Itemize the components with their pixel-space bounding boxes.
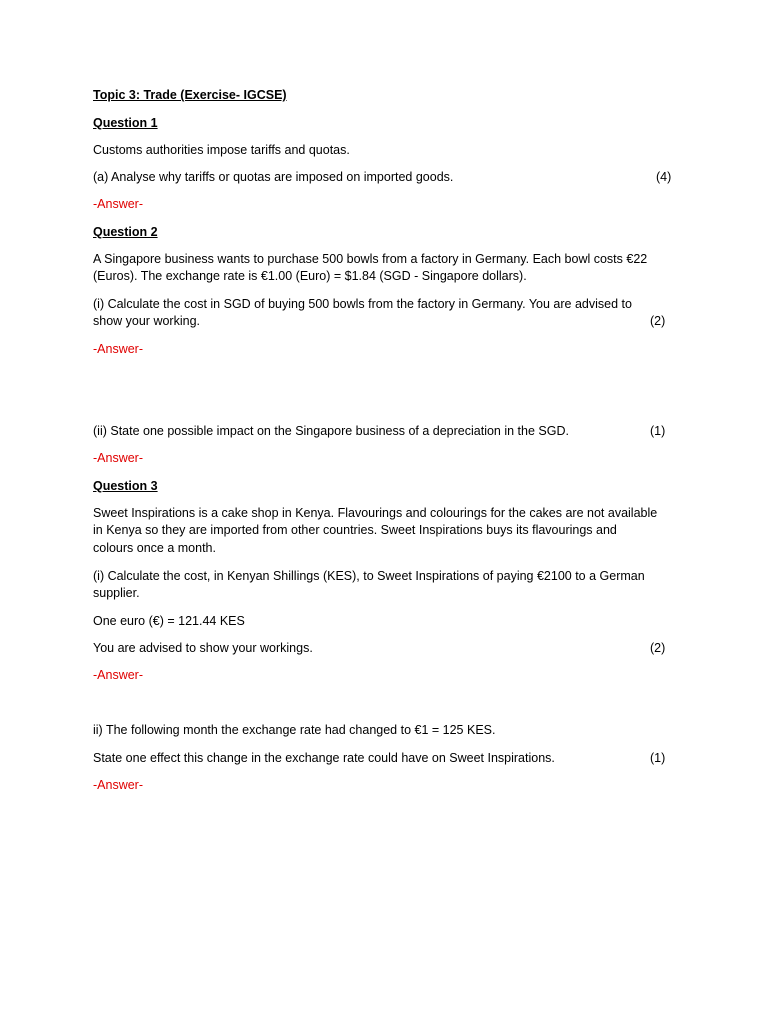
question-3i-answer: -Answer- — [93, 668, 144, 682]
question-3i-marks: (2) — [650, 641, 666, 655]
question-2i-answer: -Answer- — [93, 342, 144, 356]
question-3i-line-1: (i) Calculate the cost, in Kenyan Shillings (KES), to Sweet Inspirations of paying €2100 to a German — [93, 569, 645, 583]
question-1a-marks: (4) — [656, 170, 672, 184]
question-2ii-text: (ii) State one possible impact on the Singapore business of a depreciation in the SGD. — [93, 424, 569, 438]
question-1a-text: (a) Analyse why tariffs or quotas are imposed on imported goods. — [93, 170, 454, 184]
question-2ii-marks: (1) — [650, 424, 666, 438]
question-3i-line-2: supplier. — [93, 586, 140, 600]
question-2-intro-line-1: A Singapore business wants to purchase 500 bowls from a factory in Germany. Each bowl costs €22 — [93, 252, 648, 266]
question-2i-line-2: show your working. — [93, 314, 200, 328]
question-3ii-answer: -Answer- — [93, 778, 144, 792]
question-3-intro-line-1: Sweet Inspirations is a cake shop in Kenya. Flavourings and colourings for the cakes are not available — [93, 506, 658, 520]
question-2i-line-1: (i) Calculate the cost in SGD of buying 500 bowls from the factory in Germany. You are advised to — [93, 297, 632, 311]
question-1-heading: Question 1 — [93, 116, 158, 130]
question-2ii-answer: -Answer- — [93, 451, 144, 465]
question-3-advice: You are advised to show your workings. — [93, 641, 313, 655]
question-3-exchange-rate: One euro (€) = 121.44 KES — [93, 614, 245, 628]
question-3ii-line-2: State one effect this change in the exchange rate could have on Sweet Inspirations. — [93, 751, 555, 765]
question-2-heading: Question 2 — [93, 225, 158, 239]
question-3ii-marks: (1) — [650, 751, 666, 765]
question-2i-marks: (2) — [650, 314, 666, 328]
question-3-heading: Question 3 — [93, 479, 158, 493]
question-1-intro: Customs authorities impose tariffs and quotas. — [93, 143, 350, 157]
question-3ii-line-1: ii) The following month the exchange rate had changed to €1 = 125 KES. — [93, 723, 496, 737]
question-2-intro-line-2: (Euros). The exchange rate is €1.00 (Euro) = $1.84 (SGD - Singapore dollars). — [93, 269, 527, 283]
question-1-answer: -Answer- — [93, 197, 144, 211]
document-title: Topic 3: Trade (Exercise- IGCSE) — [93, 88, 287, 102]
question-3-intro-line-3: colours once a month. — [93, 541, 216, 555]
question-3-intro-line-2: in Kenya so they are imported from other countries. Sweet Inspirations buys its flavourings and — [93, 523, 617, 537]
